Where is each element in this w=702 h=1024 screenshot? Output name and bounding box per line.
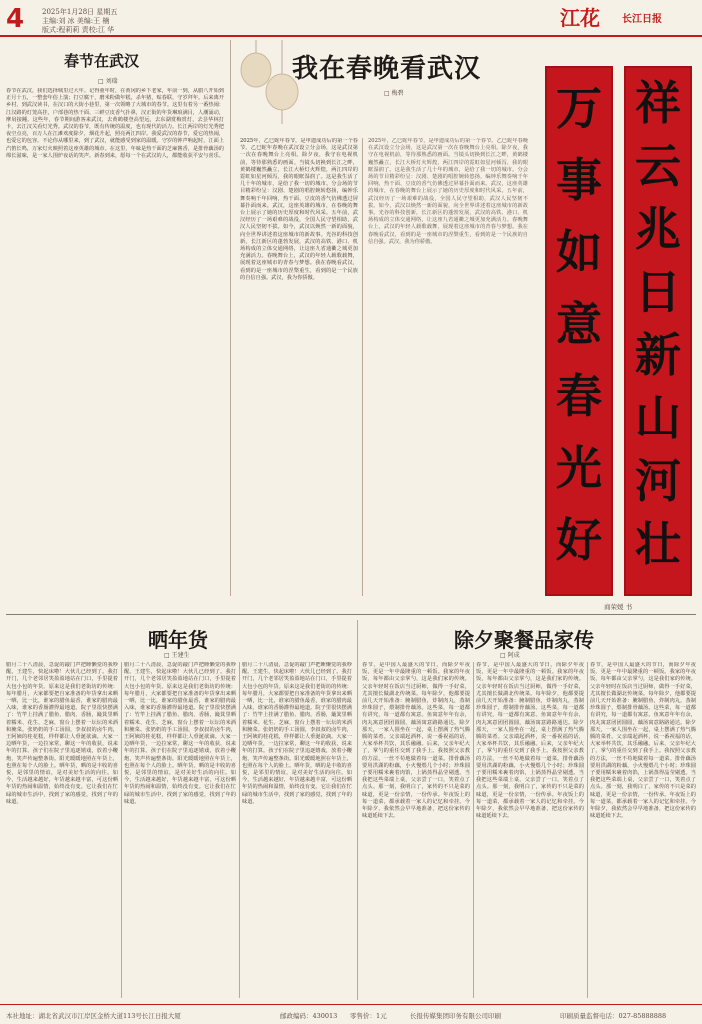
proof-line: 版式:程莉莉 责校:江 华 (42, 26, 115, 34)
column-divider (362, 138, 363, 596)
couplet-left-text (545, 66, 613, 576)
couplet-char: 兆 (635, 202, 681, 256)
couplet-left (545, 66, 613, 596)
article2-title: 我在春晚看武汉 (292, 54, 482, 84)
column-divider (587, 662, 588, 998)
article2-author: □ 梅碧 (384, 90, 404, 97)
couplet-char: 如 (556, 225, 602, 279)
couplet-char: 祥 (635, 76, 681, 130)
section-logo: 江花 (560, 6, 600, 30)
article3-title: 晒年货 (148, 628, 208, 652)
page-number: 4 (6, 4, 25, 34)
footer-price: 零售价：1元 (350, 1012, 387, 1020)
couplet-caption: 商荣媛 书 (604, 603, 633, 611)
couplet-char: 壮 (635, 517, 681, 571)
article1-body: 春节在武汉，我们选择城里过大年。记得童年时，在黄冈的乡下老家，年前一到，从腊八开始到正月十五，一整套年俗上演；打豆腐干，磨米粉做年糕，杀年猪，贴春联，守岁拜年。后来离开乡村，到武汉读书，在汉口的大街小巷里，第一次领略了大城市的春节。这里有着另一番热闹：江汉路的灯笼高挂，户部巷的热干面、三鲜豆皮香气扑鼻，汉正街的年货琳琅满目，人潮涌动，摩肩接踵。这些年，春节期间游客来武汉，去黄鹤楼登高望远，去东湖赏梅赏灯，去昙华林打卡，去江汉关看灯光秀。武汉的春节，既有传统的温度，也有现代的活力。长江两岸的灯光秀把夜空点亮，百万人在江滩欢度除夕，烟花升起，照亮两江四岸。我爱武汉的春节，爱它的热闹，也爱它的包容。不论你从哪里来，到了武汉，就能感受到家的温暖。守岁的钟声响起时，江面上汽笛长鸣，万家灯火映照着这座英雄的城市。在这里，年味是热干面的芝麻酱香，是排骨藕汤的绵长滋味，是一家人围炉夜话的笑声。新春到来，愿每一个在武汉的人，都能收获平安与喜乐。 (6, 88, 224, 159)
date-line: 2025年1月28日 星期五 (42, 8, 118, 16)
article4-author: □ 阿成 (500, 652, 520, 659)
couplet-char: 日 (635, 265, 681, 319)
article3-body-cont2: 腊月二十八清晨，急促的敲门声把睡懒觉的我吵醒。王建生，快起床啦！大伙儿已经到了。我打开门，几个老邻居笑盈盈地站在门口，手里提着大包小包的年货。原来这是我们老街坊的传统：每年腊月，大家都要把自家准备的年货拿出来晒一晒，比一比，谁家的腊鱼最香，谁家的腊肉最入味，谁家的香肠灌得最地道。院子里很快摆满了：竹竿上挂满了腊鱼、腊肉、香肠，簸箕里晒着糯米、花生、芝麻，窗台上摆着一坛坛的米酒和腌菜。张奶奶的手工汤圆，李叔叔的卤牛肉，王阿姨的桂花糕，样样都让人垂涎欲滴。大家一边晒年货，一边拉家常，聊这一年的收获，说来年的打算。孩子们在院子里追逐嬉戏，放着小鞭炮，笑声传遍整条街。阳光暖暖地照在年货上，也照在每个人的脸上。晒年货，晒的是丰收的喜悦，是邻里的情谊，是对美好生活的向往。如今，生活越来越好，年货越来越丰富，可这份晒年货的热闹和温情，始终没有变。它让我们在忙碌的城市生活中，找到了家的感觉，找到了年的味道。 (242, 662, 352, 805)
section-logo-sub: 长江日报 (622, 14, 662, 25)
column-divider (230, 40, 231, 596)
column-divider (239, 662, 240, 998)
footer-print: 长报传媒集团印务有限公司印刷 (410, 1012, 501, 1020)
couplet-right (624, 66, 692, 596)
masthead (0, 0, 702, 36)
article2-body-cont: 2025年，乙巳蛇年春节，是申遗成功后的第一个春节。乙巳蛇年春晚在武汉设立分会场，这是武汉第一次在春晚舞台上亮相。除夕夜，我守在电视机前，等待那熟悉的画面。当镜头切换到长江之畔，黄鹤楼巍然矗立，长江大桥灯火辉煌，两江四岸的霓虹如星河倾泻，我的眼眶湿润了。这是我生活了几十年的城市，是给了我一切的城市。分会场的节目精彩纷呈：汉剧、楚剧的唱腔婉转悠扬，编钟乐舞奏响千年回响，热干面、豆皮的香气仿佛透过屏幕扑面而来。武汉，这座英雄的城市，在春晚的舞台上展示了她的历史厚度和时代风采。五年前，武汉经历了一场艰难的战役，全国人民守望相助，武汉人民坚韧不拔。如今，武汉以焕然一新的面貌，向全世界讲述着这座城市的新故事。光谷的科技创新，长江新区的蓬勃发展，武汉的高铁、港口、机场构成的立体交通网络，让这座九省通衢之城更加充满活力。春晚舞台上，武汉的年轻人载歌载舞，展现着这座城市的青春与梦想。我在春晚看武汉，看到的是一座城市的涅槃重生，看到的是一个民族的自信自强。武汉，我为你骄傲。 (368, 138, 528, 245)
article4-body-cont2: 春节，是中国人最盛大的节日，而除夕年夜饭，更是一年中最隆重的一顿饭。我家的年夜饭，每年都由父亲掌勺，这是我们家的传统。父亲年轻时在饭店当过厨师，做得一手好菜，尤其擅长做湖北传统菜。每年除夕，他都要提前几天开始准备：腌制腊鱼，炸制肉丸，蒸制珍珠圆子，煨制排骨藕汤。这些菜，每一道都有讲究，每一道都有寓意。鱼寓意年年有余，肉丸寓意团团圆圆，藕汤寓意路路通达。除夕那天，一家人围坐在一起，桌上摆满了热气腾腾的菜肴。父亲端起酒杯，说一番祝福的话，大家举杯共饮，其乐融融。后来，父亲年纪大了，掌勺的重任交到了我手上。我按照父亲教的方法，一丝不苟地做着每一道菜。排骨藕汤要用洪湖的粉藕，小火慢煨几个小时；珍珠圆子要用糯米裹着肉馅，上锅蒸得晶莹剔透。当我把这些菜端上桌，父亲尝了一口，笑着点了点头。那一刻，我明白了，家传的不只是菜的味道，更是一份亲情，一份传承。年夜饭上的每一道菜，都承载着一家人的记忆和牵挂。今年除夕，我依然会早早地准备，把这份家传的味道延续下去。 (590, 662, 696, 820)
couplet-char: 万 (556, 81, 602, 135)
footer-phone: 印刷质量监督电话：027-85888888 (560, 1012, 667, 1020)
couplet-right-text (624, 66, 692, 576)
article1-author: □ 刘瑞 (98, 78, 118, 85)
article4-title: 除夕聚餐品家传 (454, 628, 594, 652)
footer-post: 邮政编码：430013 (280, 1012, 338, 1020)
couplet-char: 意 (556, 297, 602, 351)
column-divider (357, 620, 358, 1000)
footer (0, 1006, 702, 1024)
couplet-char: 新 (635, 328, 681, 382)
article3-author: □ 王建生 (164, 652, 190, 659)
couplet-char: 春 (556, 369, 602, 423)
header-info (42, 8, 117, 35)
editor-line: 主编:刘 冰 美编:王 楠 (42, 17, 110, 25)
article2-body: 2025年，乙巳蛇年春节，是申遗成功后的第一个春节。乙巳蛇年春晚在武汉设立分会场，这是武汉第一次在春晚舞台上亮相。除夕夜，我守在电视机前，等待那熟悉的画面。当镜头切换到长江之畔，黄鹤楼巍然矗立，长江大桥灯火辉煌，两江四岸的霓虹如星河倾泻，我的眼眶湿润了。这是我生活了几十年的城市，是给了我一切的城市。分会场的节目精彩纷呈：汉剧、楚剧的唱腔婉转悠扬，编钟乐舞奏响千年回响，热干面、豆皮的香气仿佛透过屏幕扑面而来。武汉，这座英雄的城市，在春晚的舞台上展示了她的历史厚度和时代风采。五年前，武汉经历了一场艰难的战役，全国人民守望相助，武汉人民坚韧不拔。如今，武汉以焕然一新的面貌，向全世界讲述着这座城市的新故事。光谷的科技创新，长江新区的蓬勃发展，武汉的高铁、港口、机场构成的立体交通网络，让这座九省通衢之城更加充满活力。春晚舞台上，武汉的年轻人载歌载舞，展现着这座城市的青春与梦想。我在春晚看武汉，看到的是一座城市的涅槃重生，看到的是一个民族的自信自强。武汉，我为你骄傲。 (240, 138, 358, 281)
footer-address: 本社地址：湖北省武汉市江岸区金桥大道113号长江日报大厦 (6, 1012, 181, 1020)
article1-title: 春节在武汉 (64, 52, 140, 70)
footer-rule (0, 1004, 702, 1005)
header-rule (0, 35, 702, 37)
article3-body: 腊月二十八清晨，急促的敲门声把睡懒觉的我吵醒。王建生，快起床啦！大伙儿已经到了。我打开门，几个老邻居笑盈盈地站在门口，手里提着大包小包的年货。原来这是我们老街坊的传统：每年腊月，大家都要把自家准备的年货拿出来晒一晒，比一比，谁家的腊鱼最香，谁家的腊肉最入味，谁家的香肠灌得最地道。院子里很快摆满了：竹竿上挂满了腊鱼、腊肉、香肠，簸箕里晒着糯米、花生、芝麻，窗台上摆着一坛坛的米酒和腌菜。张奶奶的手工汤圆，李叔叔的卤牛肉，王阿姨的桂花糕，样样都让人垂涎欲滴。大家一边晒年货，一边拉家常，聊这一年的收获，说来年的打算。孩子们在院子里追逐嬉戏，放着小鞭炮，笑声传遍整条街。阳光暖暖地照在年货上，也照在每个人的脸上。晒年货，晒的是丰收的喜悦，是邻里的情谊，是对美好生活的向往。如今，生活越来越好，年货越来越丰富，可这份晒年货的热闹和温情，始终没有变。它让我们在忙碌的城市生活中，找到了家的感觉，找到了年的味道。 (6, 662, 118, 805)
article4-body-cont: 春节，是中国人最盛大的节日，而除夕年夜饭，更是一年中最隆重的一顿饭。我家的年夜饭，每年都由父亲掌勺，这是我们家的传统。父亲年轻时在饭店当过厨师，做得一手好菜，尤其擅长做湖北传统菜。每年除夕，他都要提前几天开始准备：腌制腊鱼，炸制肉丸，蒸制珍珠圆子，煨制排骨藕汤。这些菜，每一道都有讲究，每一道都有寓意。鱼寓意年年有余，肉丸寓意团团圆圆，藕汤寓意路路通达。除夕那天，一家人围坐在一起，桌上摆满了热气腾腾的菜肴。父亲端起酒杯，说一番祝福的话，大家举杯共饮，其乐融融。后来，父亲年纪大了，掌勺的重任交到了我手上。我按照父亲教的方法，一丝不苟地做着每一道菜。排骨藕汤要用洪湖的粉藕，小火慢煨几个小时；珍珠圆子要用糯米裹着肉馅，上锅蒸得晶莹剔透。当我把这些菜端上桌，父亲尝了一口，笑着点了点头。那一刻，我明白了，家传的不只是菜的味道，更是一份亲情，一份传承。年夜饭上的每一道菜，都承载着一家人的记忆和牵挂。今年除夕，我依然会早早地准备，把这份家传的味道延续下去。 (476, 662, 584, 820)
column-divider (121, 662, 122, 998)
couplet-char: 光 (556, 441, 602, 495)
couplet-char: 山 (635, 391, 681, 445)
article3-body-cont: 腊月二十八清晨，急促的敲门声把睡懒觉的我吵醒。王建生，快起床啦！大伙儿已经到了。我打开门，几个老邻居笑盈盈地站在门口，手里提着大包小包的年货。原来这是我们老街坊的传统：每年腊月，大家都要把自家准备的年货拿出来晒一晒，比一比，谁家的腊鱼最香，谁家的腊肉最入味，谁家的香肠灌得最地道。院子里很快摆满了：竹竿上挂满了腊鱼、腊肉、香肠，簸箕里晒着糯米、花生、芝麻，窗台上摆着一坛坛的米酒和腌菜。张奶奶的手工汤圆，李叔叔的卤牛肉，王阿姨的桂花糕，样样都让人垂涎欲滴。大家一边晒年货，一边拉家常，聊这一年的收获，说来年的打算。孩子们在院子里追逐嬉戏，放着小鞭炮，笑声传遍整条街。阳光暖暖地照在年货上，也照在每个人的脸上。晒年货，晒的是丰收的喜悦，是邻里的情谊，是对美好生活的向往。如今，生活越来越好，年货越来越丰富，可这份晒年货的热闹和温情，始终没有变。它让我们在忙碌的城市生活中，找到了家的感觉，找到了年的味道。 (124, 662, 236, 805)
couplet-char: 河 (635, 454, 681, 508)
article4-body: 春节，是中国人最盛大的节日，而除夕年夜饭，更是一年中最隆重的一顿饭。我家的年夜饭，每年都由父亲掌勺，这是我们家的传统。父亲年轻时在饭店当过厨师，做得一手好菜，尤其擅长做湖北传统菜。每年除夕，他都要提前几天开始准备：腌制腊鱼，炸制肉丸，蒸制珍珠圆子，煨制排骨藕汤。这些菜，每一道都有讲究，每一道都有寓意。鱼寓意年年有余，肉丸寓意团团圆圆，藕汤寓意路路通达。除夕那天，一家人围坐在一起，桌上摆满了热气腾腾的菜肴。父亲端起酒杯，说一番祝福的话，大家举杯共饮，其乐融融。后来，父亲年纪大了，掌勺的重任交到了我手上。我按照父亲教的方法，一丝不苟地做着每一道菜。排骨藕汤要用洪湖的粉藕，小火慢煨几个小时；珍珠圆子要用糯米裹着肉馅，上锅蒸得晶莹剔透。当我把这些菜端上桌，父亲尝了一口，笑着点了点头。那一刻，我明白了，家传的不只是菜的味道，更是一份亲情，一份传承。年夜饭上的每一道菜，都承载着一家人的记忆和牵挂。今年除夕，我依然会早早地准备，把这份家传的味道延续下去。 (362, 662, 470, 820)
column-divider (473, 662, 474, 998)
section-divider (6, 614, 696, 615)
couplet-char: 好 (556, 513, 602, 567)
couplet-char: 云 (635, 139, 681, 193)
couplet-char: 事 (556, 153, 602, 207)
